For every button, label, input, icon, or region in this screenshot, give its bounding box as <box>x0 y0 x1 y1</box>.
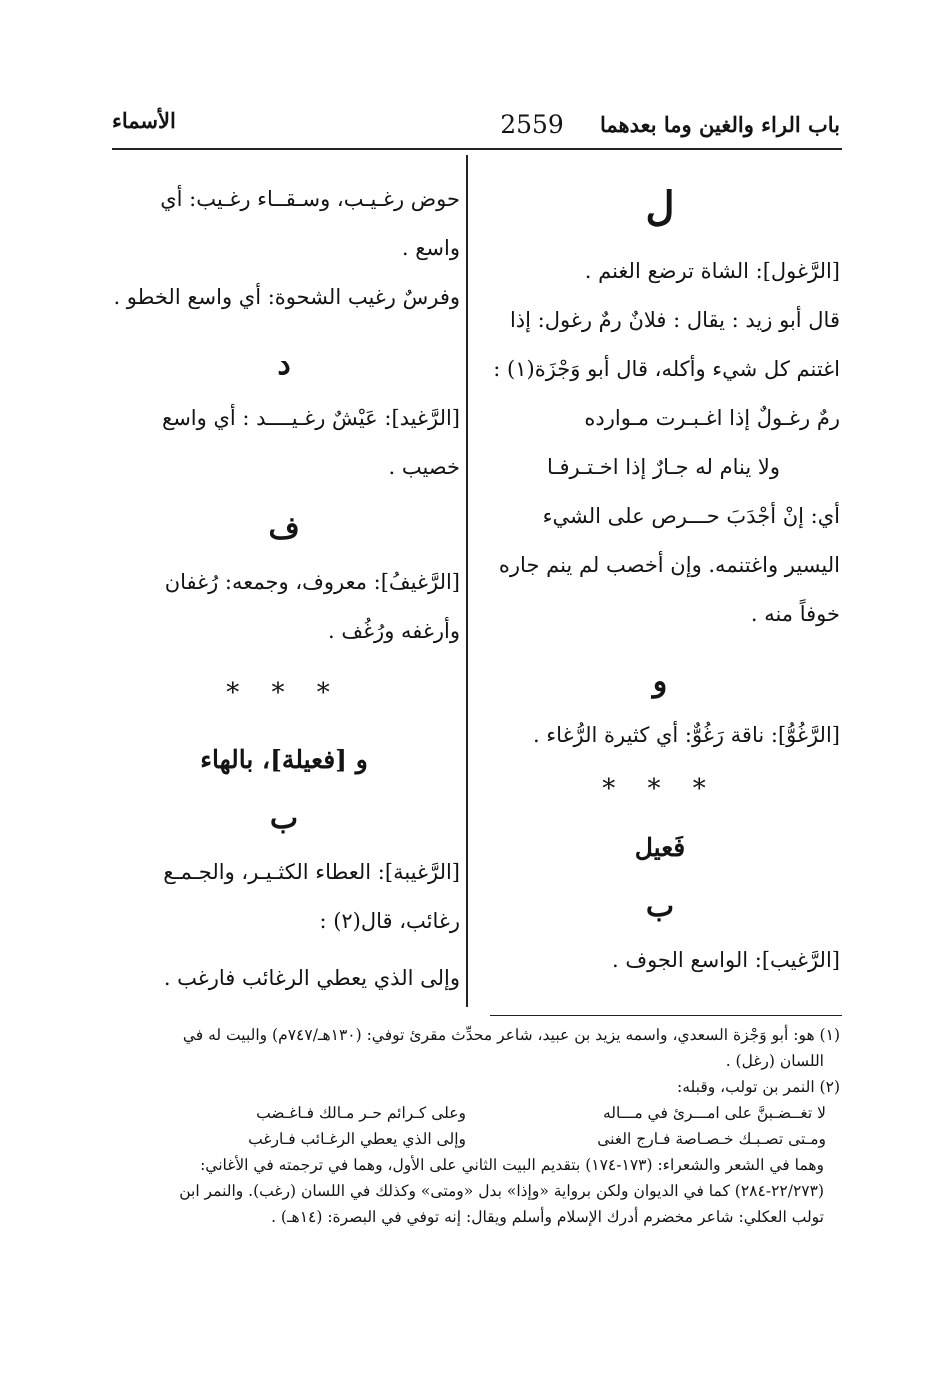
pattern-heading-faeel: فَعيل <box>634 833 686 862</box>
footnote-verse-row <box>108 1100 840 1126</box>
entry-text: واسع . <box>401 236 460 260</box>
footnote-2-cont: تولب العكلي: شاعر مخضرم أدرك الإسلام وأسلم ويقال: إنه توفي في البصرة: (١٤هـ) . <box>271 1208 824 1226</box>
footnote-1: (١) هو: أبو وَجْزة السعدي، واسمه يزيد بن عبيد، شاعر محدِّث مقرئ توفي: (١٣٠هـ/٧٤٧م) والبيت له في <box>182 1026 840 1044</box>
entry-text: اليسير واغتنمه. وإن أخصب لم ينم جاره <box>498 553 840 577</box>
verse-hemistich: ومـتى تصـبـك خـصـاصة فـارج الغنى <box>597 1130 826 1148</box>
right-column <box>480 175 840 985</box>
letter-heading-fa: ف <box>268 511 300 546</box>
entry-text: أي: إنْ أجْدَبَ حـــرص على الشيء <box>542 504 840 528</box>
entry-raghiba: [الرَّغيبة]: العطاء الكثـيـر، والجـمـع <box>163 860 460 884</box>
verse-line: وإلى الذي يعطي الرغائب فارغب . <box>163 966 460 990</box>
verse-hemistich: وعلى كـرائم حـر مـالك فـاغـضب <box>256 1104 466 1122</box>
entry-raghib: [الرَّغيب]: الواسع الجوف . <box>611 948 840 972</box>
verse-line: رمٌ رغـولٌ إذا اغـبـرت مـوارده <box>584 406 840 430</box>
page-header <box>112 108 840 148</box>
letter-heading-waw: و <box>652 664 668 699</box>
letter-heading-ba: ب <box>269 801 299 836</box>
footnote-rule <box>490 1015 842 1016</box>
letter-heading-lam: ل <box>645 183 675 230</box>
pattern-heading-faeela: و [فعيلة]، بالهاء <box>200 745 368 774</box>
section-title: الأسماء <box>112 108 176 133</box>
entry-raghif: [الرَّغيفُ]: معروف، وجمعه: رُغفان <box>164 570 460 594</box>
footnote-verse-row <box>108 1126 840 1152</box>
entry-raghuw: [الرَّغُوُّ]: ناقة رَغُوٌّ: أي كثيرة الرُّغاء . <box>532 723 840 747</box>
section-stars: * * * <box>602 774 718 804</box>
column-divider <box>466 155 468 1007</box>
verse-hemistich: لا تغــضـبنَّ على امـــرئ في مـــاله <box>602 1104 826 1122</box>
page-number: 2559 <box>500 110 564 139</box>
left-column <box>108 175 460 1003</box>
header-rule <box>112 148 842 150</box>
entry-text: قال أبو زيد : يقال : فلانٌ رمٌ رغول: إذا <box>509 308 840 332</box>
entry-text: اغتنم كل شيء وأكله، قال أبو وَجْزَة(١) : <box>493 357 840 381</box>
verse-line: ولا ينام له جـارٌ إذا اخـتـرفـا <box>546 455 780 479</box>
entry-text: رغائب، قال(٢) : <box>319 909 460 933</box>
entry-raghoul: [الرَّغول]: الشاة ترضع الغنم . <box>584 259 840 283</box>
footnote-2-cont: (٢٢/٢٧٣-٢٨٤) كما في الديوان ولكن برواية «وإذا» بدل «ومتى» وكذلك في اللسان (رغب). والنمر ابن <box>179 1182 824 1200</box>
section-stars: * * * <box>226 678 342 708</box>
letter-heading-ba: ب <box>645 889 675 924</box>
entry-text: وأرغفه ورُغُف . <box>327 619 460 643</box>
entry-raghid: [الرَّغيد]: عَيْشٌ رغـيــــد : أي واسع <box>162 406 460 430</box>
entry-text: وفرسٌ رغيب الشحوة: أي واسع الخطو . <box>113 285 460 309</box>
verse-hemistich: وإلى الذي يعطي الرغـائب فـارغب <box>248 1130 466 1148</box>
footnote-2: (٢) النمر بن تولب، وقبله: <box>677 1078 840 1096</box>
footnotes <box>108 1022 840 1230</box>
entry-text: خصيب . <box>388 455 460 479</box>
footnote-2-cont: وهما في الشعر والشعراء: (١٧٣-١٧٤) بتقديم البيت الثاني على الأول، وهما في ترجمته في الأغاني: <box>200 1156 824 1174</box>
chapter-title: باب الراء والغين وما بعدهما <box>599 112 840 137</box>
letter-heading-dal: د <box>277 347 291 382</box>
entry-text: خوفاً منه . <box>750 602 840 626</box>
entry-text: حوض رغـيـب، وسـقــاء رغـيب: أي <box>160 187 460 211</box>
footnote-1-cont: اللسان (رغل) . <box>725 1052 824 1070</box>
